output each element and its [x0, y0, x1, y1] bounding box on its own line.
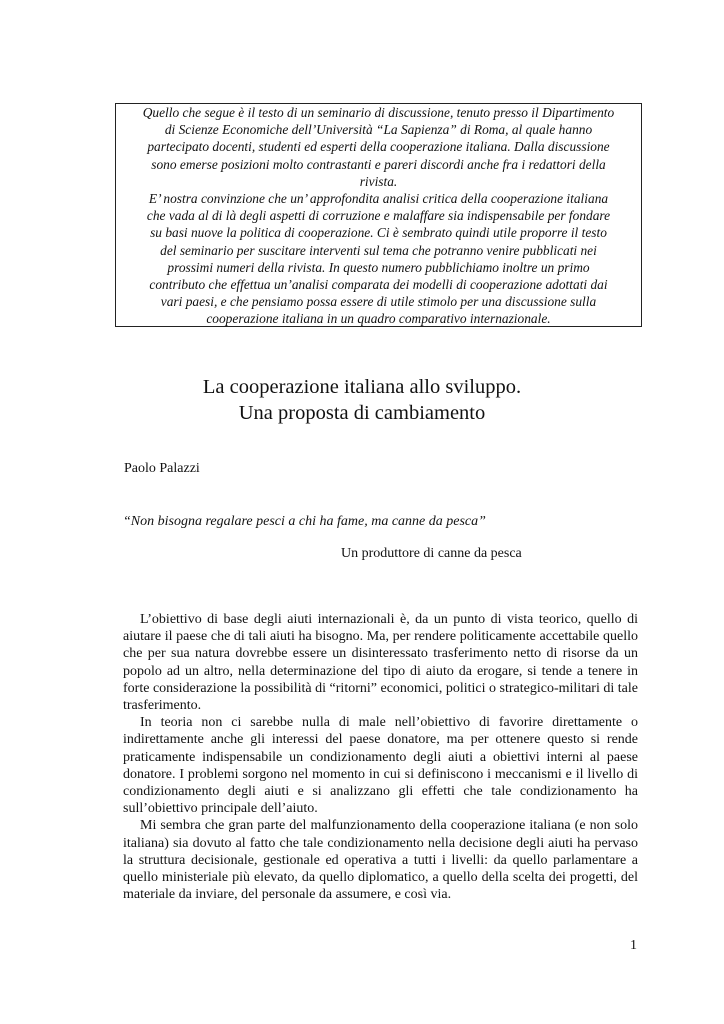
intro-paragraph-2: E’ nostra convinzione che un’ approfondita analisi critica della cooperazione italiana che vada al di là degli aspetti di corruzione e malaffare sia indispensabile per fondare su basi nuove la politica di cooperazione. Ci è sembrato quindi utile proporre il testo del seminario per suscitare interventi sul tema che potranno venire pubblicati nei prossimi numeri della rivista. In questo numero pubblichiamo inoltre un primo contributo che effettua un’analisi comparata dei modelli di cooperazione adottati dai vari paesi, e che pensiamo possa essere di utile stimolo per una discussione sulla cooperazione italiana in un quadro comparativo internazionale. [146, 191, 611, 327]
author-name: Paolo Palazzi [124, 461, 200, 476]
title-line-2: Una proposta di cambiamento [238, 402, 486, 424]
title-line-1: La cooperazione italiana allo sviluppo. [202, 376, 522, 398]
epigraph-quote: “Non bisogna regalare pesci a chi ha fame, ma canne da pesca” [123, 514, 486, 529]
body-paragraph-1: L’obiettivo di base degli aiuti internazionali è, da un punto di vista teorico, quello di aiutare il paese che di tali aiuti ha bisogno. Ma, per rendere politicamente accettabile quello che per sua natura dovrebbe essere un disinteressato trasferimento netto di risorse da un popolo ad un altro, nella determinazione del tipo di aiuto da erogare, si tende a tenere in forte considerazione la possibilità di “ritorni” economici, politici o strategico-militari di tale trasferimento. [123, 612, 638, 714]
epigraph-attribution: Un produttore di canne da pesca [341, 546, 522, 561]
page-number: 1 [630, 938, 637, 953]
body-paragraph-2: In teoria non ci sarebbe nulla di male nell’obiettivo di favorire direttamente o indirettamente anche gli interessi del paese donatore, ma per ottenere questo si rende praticamente indispensabile un condizionamento degli aiuti a obiettivi interni al paese donatore. I problemi sorgono nel momento in cui si definiscono i meccanismi e il livello di condizionamento degli aiuti e si analizzano gli effetti che tale condizionamento ha sull’obiettivo principale dell’aiuto. [123, 715, 638, 817]
article-body [123, 611, 638, 903]
intro-box [115, 103, 642, 327]
body-paragraph-3: Mi sembra che gran parte del malfunzionamento della cooperazione italiana (e non solo italiana) sia dovuto al fatto che tale condizionamento nella decisione degli aiuti ha pervaso la struttura decisionale, gestionale ed operativa a tutti i livelli: da quello parlamentare a quello ministeriale più elevato, da quello diplomatico, a quello della scelta dei progetti, del materiale da inviare, del personale da assumere, e così via. [123, 818, 638, 903]
intro-paragraph-1: Quello che segue è il testo di un seminario di discussione, tenuto presso il Dipartimento di Scienze Economiche dell’Università “La Sapienza” di Roma, al quale hanno partecipato docenti, studenti ed esperti della cooperazione italiana. Dalla discussione sono emerse posizioni molto contrastanti e pareri discordi anche fra i redattori della rivista. [142, 105, 615, 189]
article-title [0, 374, 724, 426]
